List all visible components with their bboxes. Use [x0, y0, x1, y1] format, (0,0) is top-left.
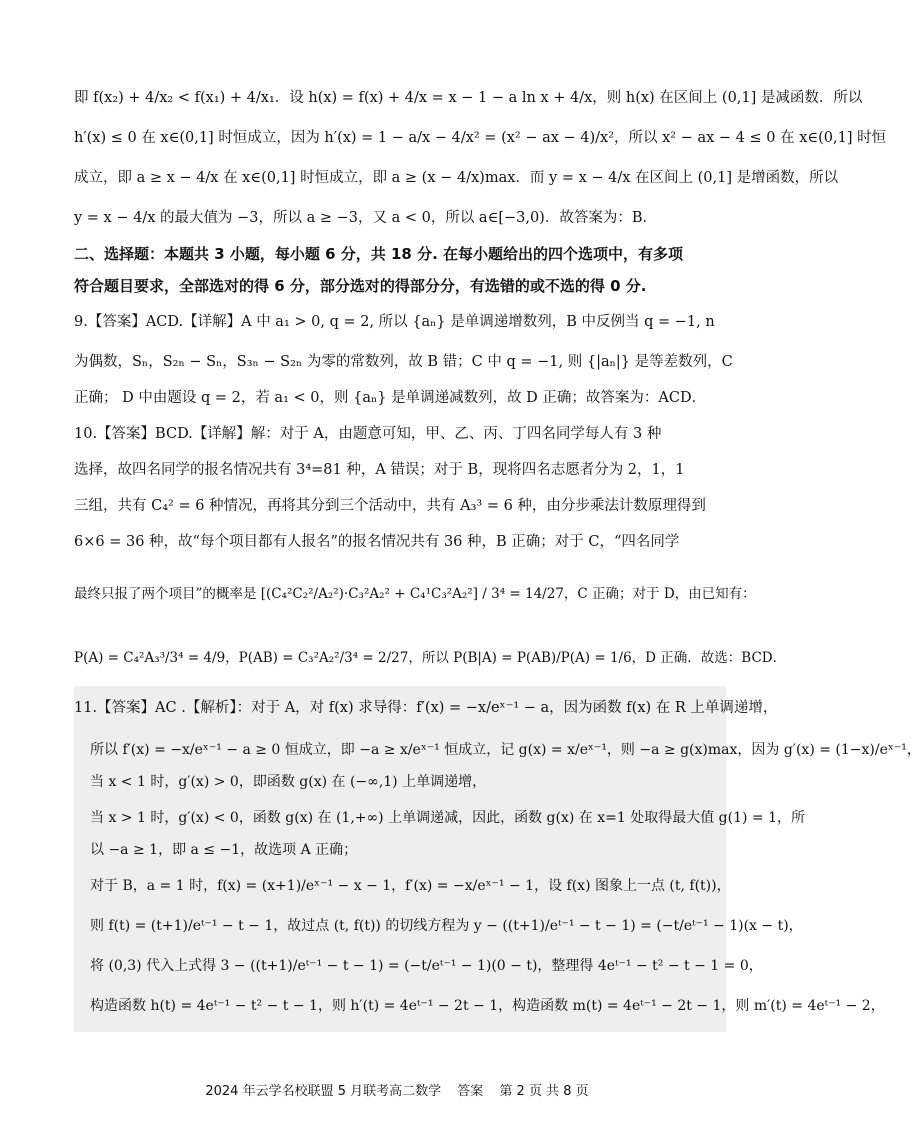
text-line: 所以 f′(x) = −x/eˣ⁻¹ − a ≥ 0 恒成立，即 −a ≥ x/eˣ⁻¹ 恒成立，记 g(x) = x/eˣ⁻¹，则 −a ≥ g(x)max，因为 g′(x) = (1−x)/eˣ⁻¹，	[90, 742, 921, 758]
footer-page-number: 第 2 页 共 8 页	[499, 1084, 589, 1099]
footer-label: 答案	[457, 1084, 484, 1099]
section-heading: 二、选择题：本题共 3 小题，每小题 6 分，共 18 分. 在每小题给出的四个选项中，有多项	[74, 245, 684, 263]
text-line: 最终只报了两个项目”的概率是 [(C₄²C₂²/A₂²)·C₃²A₂² + C₄¹C₃²A₂²] / 3⁴ = 14/27，C 正确；对于 D，由已知有：	[74, 586, 756, 602]
text-line: 以 −a ≥ 1，即 a ≤ −1，故选项 A 正确；	[90, 842, 358, 858]
text-line: 为偶数，Sₙ，S₂ₙ − Sₙ，S₃ₙ − S₂ₙ 为零的常数列，故 B 错；C 中 q = −1, 则 {|aₙ|} 是等差数列，C	[74, 354, 733, 370]
answer-10: 10.【答案】BCD.【详解】解：对于 A，由题意可知，甲、乙、丙、丁四名同学每人有 3 种	[74, 426, 662, 442]
text-line: 选择，故四名同学的报名情况共有 3⁴=81 种，A 错误；对于 B，现将四名志愿者分为 2，1，1	[74, 462, 685, 478]
text-line: 对于 B，a = 1 时，f(x) = (x+1)/eˣ⁻¹ − x − 1，f′(x) = −x/eˣ⁻¹ − 1，设 f(x) 图象上一点 (t, f(t))，	[90, 878, 731, 894]
text-line: 6×6 = 36 种，故“每个项目都有人报名”的报名情况共有 36 种，B 正确；对于 C，“四名同学	[74, 534, 680, 550]
text-line: 三组，共有 C₄² = 6 种情况，再将其分到三个活动中，共有 A₃³ = 6 种，由分步乘法计数原理得到	[74, 498, 706, 514]
text-line: y = x − 4/x 的最大值为 −3，所以 a ≥ −3，又 a < 0，所以 a∈[−3,0)．故答案为：B．	[74, 210, 657, 226]
answer-9: 9.【答案】ACD.【详解】A 中 a₁ > 0, q = 2, 所以 {aₙ} 是单调递增数列，B 中反例当 q = −1, n	[74, 314, 715, 330]
text-line: 则 f(t) = (t+1)/eᵗ⁻¹ − t − 1，故过点 (t, f(t)) 的切线方程为 y − ((t+1)/eᵗ⁻¹ − t − 1) = (−t/eᵗ⁻¹ − 1)(x − t)，	[90, 918, 803, 934]
answer-11: 11.【答案】AC .【解析】：对于 A，对 f(x) 求导得：f′(x) = −x/eˣ⁻¹ − a，因为函数 f(x) 在 R 上单调递增，	[74, 700, 778, 716]
text-line: 成立，即 a ≥ x − 4/x 在 x∈(0,1] 时恒成立，即 a ≥ (x − 4/x)max．而 y = x − 4/x 在区间上 (0,1] 是增函数，所以	[74, 170, 839, 186]
text-line: h′(x) ≤ 0 在 x∈(0,1] 时恒成立，因为 h′(x) = 1 − a/x − 4/x² = (x² − ax − 4)/x²，所以 x² − ax − 4 ≤ 0 在 x∈(0,1] 时恒	[74, 130, 887, 146]
text-line: 当 x > 1 时，g′(x) < 0，函数 g(x) 在 (1,+∞) 上单调递减，因此，函数 g(x) 在 x=1 处取得最大值 g(1) = 1，所	[90, 810, 805, 826]
text-line: 即 f(x₂) + 4/x₂ < f(x₁) + 4/x₁．设 h(x) = f(x) + 4/x = x − 1 − a ln x + 4/x，则 h(x) 在区间上 (0,1] 是减函数．所以	[74, 90, 863, 106]
section-heading: 符合题目要求，全部选对的得 6 分，部分选对的得部分分，有选错的或不选的得 0 分.	[74, 277, 647, 295]
page-footer	[0, 1080, 794, 1099]
text-line: 构造函数 h(t) = 4eᵗ⁻¹ − t² − t − 1，则 h′(t) = 4eᵗ⁻¹ − 2t − 1，构造函数 m(t) = 4eᵗ⁻¹ − 2t − 1，则 m′(t) = 4eᵗ⁻¹ − 2，	[90, 998, 885, 1014]
text-line: 当 x < 1 时，g′(x) > 0，即函数 g(x) 在 (−∞,1) 上单调递增，	[90, 774, 487, 790]
text-line: 正确； D 中由题设 q = 2，若 a₁ < 0，则 {aₙ} 是单调递减数列，故 D 正确；故答案为：ACD．	[74, 390, 707, 406]
text-line: 将 (0,3) 代入上式得 3 − ((t+1)/eᵗ⁻¹ − t − 1) = (−t/eᵗ⁻¹ − 1)(0 − t)，整理得 4eᵗ⁻¹ − t² − t − 1 = 0，	[90, 958, 763, 974]
text-line: P(A) = C₄²A₃³/3⁴ = 4/9，P(AB) = C₃²A₂²/3⁴ = 2/27，所以 P(B|A) = P(AB)/P(A) = 1/6，D 正确．故选：BCD．	[74, 650, 787, 666]
footer-title: 2024 年云学名校联盟 5 月联考高二数学	[205, 1084, 442, 1099]
